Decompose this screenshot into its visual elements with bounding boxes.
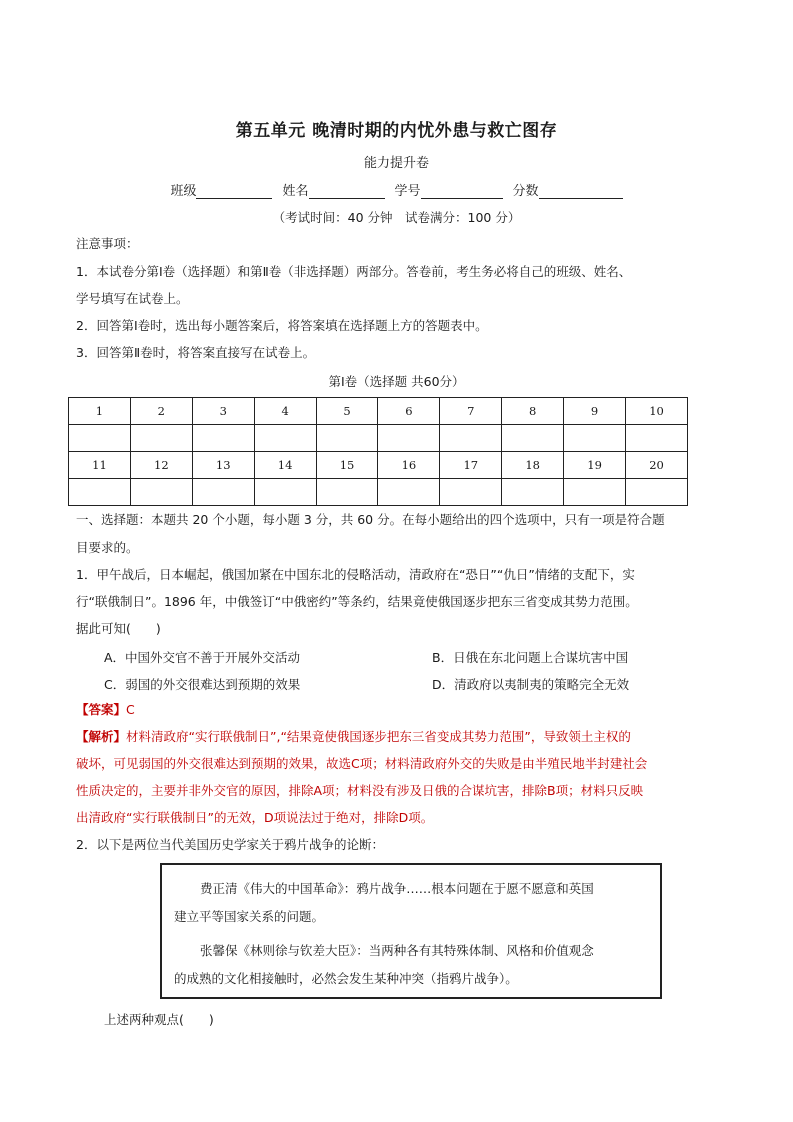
answer-number-cell: 2 <box>130 398 192 425</box>
answer-table-number-row <box>69 398 688 425</box>
answer-number-cell: 5 <box>316 398 378 425</box>
answer-value: C <box>126 702 135 717</box>
answer-blank-cell[interactable] <box>130 425 192 452</box>
q2-stem: 2．以下是两位当代美国历史学家关于鸦片战争的论断： <box>76 837 384 852</box>
answer-number-cell: 12 <box>130 452 192 479</box>
page-subtitle: 能力提升卷 <box>363 156 429 171</box>
answer-number-cell: 15 <box>316 452 378 479</box>
answer-blank-cell[interactable] <box>378 479 440 506</box>
answer-number-cell: 6 <box>378 398 440 425</box>
q1-stem-line-1: 1．甲午战后，日本崛起，俄国加紧在中国东北的侵略活动，清政府在“恐日”“仇日”情绪的支配下，实 <box>76 567 635 582</box>
class-field <box>170 180 272 199</box>
class-label: 班级 <box>170 184 197 199</box>
q1-answer <box>76 702 135 718</box>
answer-blank-cell[interactable] <box>378 425 440 452</box>
answer-blank-cell[interactable] <box>192 425 254 452</box>
answer-number-cell: 17 <box>440 452 502 479</box>
name-label: 姓名 <box>282 184 309 199</box>
answer-blank-cell[interactable] <box>626 479 688 506</box>
answer-number-cell: 10 <box>626 398 688 425</box>
exam-info: （考试时间：40 分钟 试卷满分：100 分） <box>272 210 521 225</box>
answer-table-number-row <box>69 452 688 479</box>
answer-blank-cell[interactable] <box>316 425 378 452</box>
answer-number-cell: 3 <box>192 398 254 425</box>
answer-blank-cell[interactable] <box>502 479 564 506</box>
q2-quote-box <box>160 863 662 999</box>
answer-blank-cell[interactable] <box>254 479 316 506</box>
q1-option-b: B．日俄在东北问题上合谋坑害中国 <box>432 650 629 665</box>
answer-number-cell: 14 <box>254 452 316 479</box>
q2-question: 上述两种观点( ) <box>104 1012 214 1027</box>
answer-table <box>68 397 688 506</box>
page-title: 第五单元 晚清时期的内忧外患与救亡图存 <box>235 121 558 141</box>
analysis-label: 【解析】 <box>76 729 127 744</box>
answer-number-cell: 13 <box>192 452 254 479</box>
answer-number-cell: 9 <box>564 398 626 425</box>
score-field <box>513 180 623 199</box>
answer-number-cell: 1 <box>69 398 131 425</box>
q1-analysis-line-2: 破坏，可见弱国的外交很难达到预期的效果，故选C项；材料清政府外交的失败是由半殖民地半封建社会 <box>76 756 648 771</box>
notes-item-2: 2．回答第Ⅰ卷时，选出每小题答案后，将答案填在选择题上方的答题表中。 <box>76 318 488 333</box>
answer-number-cell: 11 <box>69 452 131 479</box>
q1-option-a: A．中国外交官不善于开展外交活动 <box>104 650 301 665</box>
answer-number-cell: 4 <box>254 398 316 425</box>
answer-blank-cell[interactable] <box>69 479 131 506</box>
answer-number-cell: 7 <box>440 398 502 425</box>
q1-analysis-line-3: 性质决定的，主要并非外交官的原因，排除A项；材料没有涉及日俄的合谋坑害，排除B项；材料只反映 <box>76 783 644 798</box>
name-field <box>282 180 384 199</box>
answer-blank-cell[interactable] <box>69 425 131 452</box>
answer-number-cell: 18 <box>502 452 564 479</box>
q1-option-d: D．清政府以夷制夷的策略完全无效 <box>432 677 630 692</box>
answer-blank-cell[interactable] <box>626 425 688 452</box>
name-blank <box>309 184 385 199</box>
student-info-fields <box>0 180 793 199</box>
answer-blank-cell[interactable] <box>564 479 626 506</box>
answer-number-cell: 20 <box>626 452 688 479</box>
quote-2-line-2: 的成熟的文化相接触时，必然会发生某种冲突（指鸦片战争）。 <box>174 971 518 986</box>
student-id-label: 学号 <box>394 184 421 199</box>
answer-label: 【答案】 <box>76 702 127 717</box>
q1-analysis-line-4: 出清政府“实行联俄制日”的无效，D项说法过于绝对，排除D项。 <box>76 810 434 825</box>
notes-item-1-line-1: 1．本试卷分第Ⅰ卷（选择题）和第Ⅱ卷（非选择题）两部分。答卷前，考生务必将自己的班级、姓名、 <box>76 264 632 279</box>
answer-blank-cell[interactable] <box>316 479 378 506</box>
answer-blank-cell[interactable] <box>502 425 564 452</box>
score-blank <box>539 184 623 199</box>
answer-blank-cell[interactable] <box>130 479 192 506</box>
q1-stem-line-3: 据此可知( ) <box>76 621 161 636</box>
quote-1-line-1: 费正清《伟大的中国革命》：鸦片战争……根本问题在于愿不愿意和英国 <box>200 881 594 896</box>
analysis-text: 材料清政府“实行联俄制日”,“结果竟使俄国逐步把东三省变成其势力范围”，导致领土主权的 <box>126 729 631 744</box>
q1-stem-line-2: 行“联俄制日”。1896 年，中俄签订“中俄密约”等条约，结果竟使俄国逐步把东三省变成其势力范围。 <box>76 594 638 609</box>
student-id-field <box>395 180 503 199</box>
instructions-line-1: 一、选择题：本题共 20 个小题，每小题 3 分，共 60 分。在每小题给出的四个选项中，只有一项是符合题 <box>76 512 665 527</box>
student-id-blank <box>421 184 503 199</box>
answer-number-cell: 8 <box>502 398 564 425</box>
section-1-title: 第Ⅰ卷（选择题 共60分） <box>328 374 465 389</box>
q1-option-c: C．弱国的外交很难达到预期的效果 <box>104 677 301 692</box>
score-label: 分数 <box>512 184 539 199</box>
instructions-line-2: 目要求的。 <box>76 540 139 555</box>
class-blank <box>196 184 272 199</box>
answer-table-blank-row <box>69 479 688 506</box>
answer-blank-cell[interactable] <box>564 425 626 452</box>
answer-blank-cell[interactable] <box>440 425 502 452</box>
notes-item-1-line-2: 学号填写在试卷上。 <box>76 291 189 306</box>
answer-table-blank-row <box>69 425 688 452</box>
q1-analysis-line-1 <box>76 729 631 745</box>
notes-heading: 注意事项： <box>76 236 139 251</box>
quote-2-line-1: 张馨保《林则徐与钦差大臣》：当两种各有其特殊体制、风格和价值观念 <box>200 943 594 958</box>
answer-blank-cell[interactable] <box>192 479 254 506</box>
answer-blank-cell[interactable] <box>254 425 316 452</box>
notes-item-3: 3．回答第Ⅱ卷时，将答案直接写在试卷上。 <box>76 345 316 360</box>
answer-number-cell: 16 <box>378 452 440 479</box>
quote-1-line-2: 建立平等国家关系的问题。 <box>174 909 325 924</box>
answer-blank-cell[interactable] <box>440 479 502 506</box>
answer-number-cell: 19 <box>564 452 626 479</box>
